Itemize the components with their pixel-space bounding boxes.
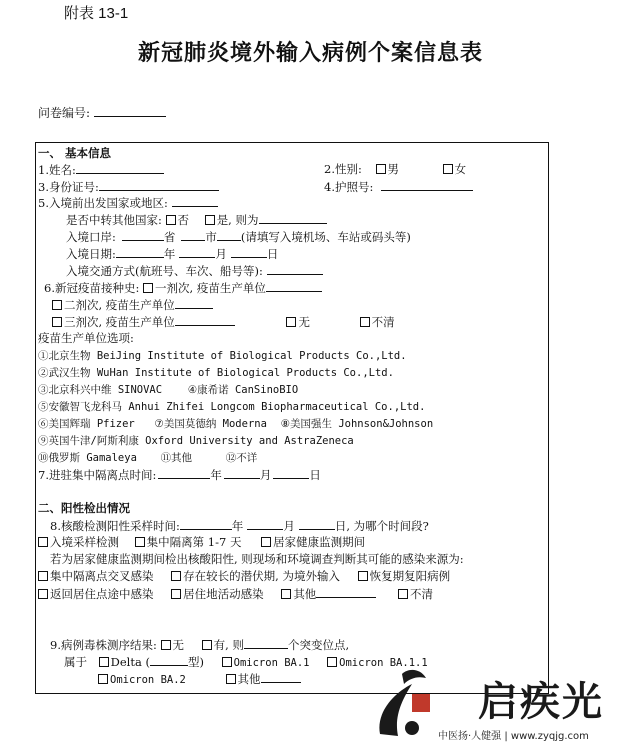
source-long-incubation-checkbox[interactable] (171, 571, 181, 581)
period-quarantine-checkbox[interactable] (135, 537, 145, 547)
strain-delta-checkbox[interactable] (99, 657, 109, 667)
port-city-field[interactable] (181, 229, 205, 241)
row-strain-type: 属于 Delta ( 型) Omicron BA.1 Omicron BA.1.1 (64, 655, 428, 669)
questionnaire-number: 问卷编号: (38, 104, 166, 121)
strain-ba2-checkbox[interactable] (98, 674, 108, 684)
row-vaccine-dose1: 6.新冠疫苗接种史: 一剂次, 疫苗生产单位 (44, 280, 322, 295)
sample-year-field[interactable] (180, 518, 232, 530)
transit-yes-checkbox[interactable] (205, 215, 215, 225)
dose1-maker-field[interactable] (266, 280, 322, 292)
watermark-text: 启疾光 (478, 678, 604, 725)
form-box (35, 142, 549, 694)
name-field[interactable] (76, 162, 164, 174)
row-departure: 5.入境前出发国家或地区: (38, 195, 218, 210)
row-strain-type-2: Omicron BA.2 其他 (98, 671, 301, 687)
vaccine-option-6-8: ⑥美国辉瑞 Pfizer ⑦美国莫德纳 Moderna ⑧美国强生 Johnson&Johnson (38, 418, 434, 430)
period-home-monitoring-checkbox[interactable] (261, 537, 271, 547)
delta-subtype-field[interactable] (150, 654, 188, 666)
row-transit: 是否中转其他国家: 否 是, 则为 (66, 212, 327, 227)
row-id: 3.身份证号: (38, 179, 219, 194)
id-number-field[interactable] (99, 179, 219, 191)
vaccine-option-1: ①北京生物 BeiJing Institute of Biological Products Co.,Ltd. (38, 350, 407, 362)
row-source-options-1: 集中隔离点交叉感染 存在较长的潜伏期, 为境外输入 恢复期复阳病例 (38, 569, 450, 583)
dose2-checkbox[interactable] (52, 300, 62, 310)
dose3-maker-field[interactable] (175, 314, 235, 326)
row-positive-sample-time: 8.核酸检测阳性采样时间: 年 月 日, 为哪个时间段? (50, 519, 429, 533)
source-cross-infection-checkbox[interactable] (38, 571, 48, 581)
dose1-checkbox[interactable] (143, 283, 153, 293)
source-other-field[interactable] (316, 586, 376, 598)
row-source-options-2: 返回居住点途中感染 居住地活动感染 其他 不清 (38, 586, 433, 601)
row-transport: 入境交通方式(航班号、车次、船号等): (66, 263, 323, 278)
source-re-positive-checkbox[interactable] (358, 571, 368, 581)
strain-other-checkbox[interactable] (226, 674, 236, 684)
row-sample-period: 入境采样检测 集中隔离第 1-7 天 居家健康监测期间 (38, 535, 365, 549)
row-sequencing: 9.病例毒株测序结果: 无 有, 则 个突变位点, (50, 638, 350, 652)
row-name: 1.姓名: (38, 162, 164, 177)
section-positive-detection: 二、阳性检出情况 (38, 501, 130, 515)
vaccine-option-2: ②武汉生物 WuHan Institute of Biological Products Co.,Ltd. (38, 367, 394, 379)
row-sex: 2.性别: 男 女 (324, 162, 467, 176)
sequencing-none-checkbox[interactable] (161, 640, 171, 650)
source-other-checkbox[interactable] (281, 589, 291, 599)
sample-month-field[interactable] (247, 518, 283, 530)
source-unknown-checkbox[interactable] (398, 589, 408, 599)
period-entry-checkbox[interactable] (38, 537, 48, 547)
entry-month-field[interactable] (179, 246, 215, 258)
row-quarantine-entry: 7.进驻集中隔离点时间: 年 月 日 (38, 468, 321, 482)
appendix-label: 附表 13-1 (64, 5, 129, 22)
quarantine-month-field[interactable] (224, 467, 260, 479)
strain-ba11-checkbox[interactable] (327, 657, 337, 667)
row-entry-date: 入境日期: 年 月 日 (66, 247, 279, 261)
passport-field[interactable] (381, 179, 473, 191)
transport-field[interactable] (267, 263, 323, 275)
female-checkbox[interactable] (443, 164, 453, 174)
mutation-count-field[interactable] (244, 637, 288, 649)
sequencing-yes-checkbox[interactable] (202, 640, 212, 650)
dose2-maker-field[interactable] (175, 297, 213, 309)
port-detail-field[interactable] (217, 229, 241, 241)
male-checkbox[interactable] (376, 164, 386, 174)
departure-country-field[interactable] (172, 195, 218, 207)
quarantine-year-field[interactable] (158, 467, 210, 479)
watermark-logo-icon (372, 664, 434, 744)
row-passport: 4.护照号: (324, 179, 473, 194)
vaccine-option-10-12: ⑩俄罗斯 Gamaleya ⑪其他 ⑫不详 (38, 452, 258, 464)
vaccine-option-5: ⑤安徽智飞龙科马 Anhui Zhifei Longcom Biopharmaceutical Co.,Ltd. (38, 401, 426, 413)
row-port: 入境口岸: 省 市 (请填写入境机场、车站或码头等) (66, 230, 411, 244)
row-vaccine-dose2: 二剂次, 疫苗生产单位 (52, 297, 213, 312)
quarantine-day-field[interactable] (273, 467, 309, 479)
entry-day-field[interactable] (231, 246, 267, 258)
vaccine-options-title: 疫苗生产单位选项: (38, 331, 134, 345)
row-source-note: 若为居家健康监测期间检出核酸阳性, 则现场和环境调查判断其可能的感染来源为: (50, 552, 464, 566)
questionnaire-number-field[interactable] (94, 105, 166, 117)
strain-other-field[interactable] (261, 671, 301, 683)
sample-day-field[interactable] (299, 518, 335, 530)
vaccine-option-3-4: ③北京科兴中维 SINOVAC ④康希诺 CanSinoBIO (38, 384, 299, 396)
source-return-trip-checkbox[interactable] (38, 589, 48, 599)
entry-year-field[interactable] (116, 246, 164, 258)
transit-no-checkbox[interactable] (166, 215, 176, 225)
watermark-subtext: 中医扬·人健强 | www.zyqjg.com (438, 731, 589, 742)
page-title: 新冠肺炎境外输入病例个案信息表 (137, 41, 483, 66)
section-basic-info: 一、 基本信息 (38, 146, 112, 160)
strain-ba1-checkbox[interactable] (222, 657, 232, 667)
dose3-checkbox[interactable] (52, 317, 62, 327)
port-province-field[interactable] (122, 229, 164, 241)
row-vaccine-dose3: 三剂次, 疫苗生产单位 无 不清 (52, 314, 395, 329)
vaccine-none-checkbox[interactable] (286, 317, 296, 327)
transit-country-field[interactable] (259, 212, 327, 224)
vaccine-unknown-checkbox[interactable] (360, 317, 370, 327)
source-residence-checkbox[interactable] (171, 589, 181, 599)
vaccine-option-9: ⑨英国牛津/阿斯利康 Oxford University and AstraZeneca (38, 435, 354, 447)
